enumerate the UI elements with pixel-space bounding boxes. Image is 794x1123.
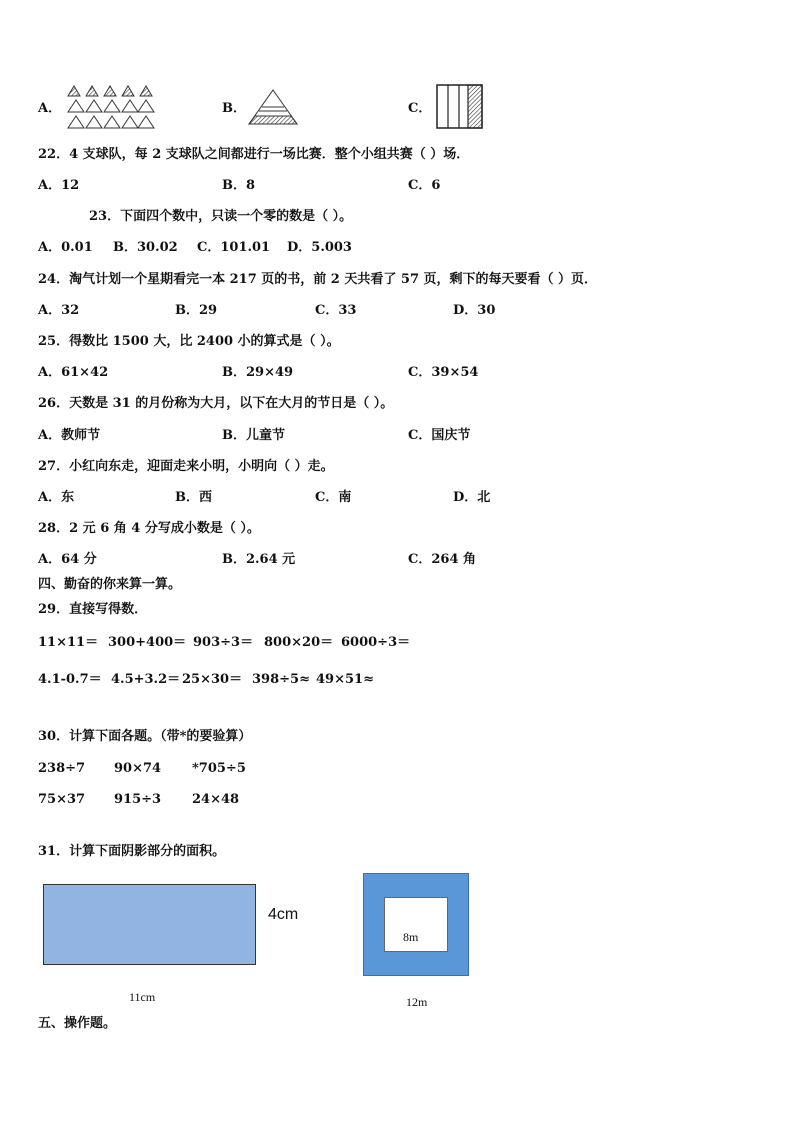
q31-inner-label: 8m <box>403 930 419 944</box>
q31-rect-height-label: 4cm <box>268 906 299 923</box>
section-5-heading: 五、操作题。 <box>38 1016 117 1031</box>
q24-option-c: C．33 <box>315 303 357 318</box>
q25-option-b: B．29×49 <box>222 365 294 380</box>
q30-expr: 915÷3 <box>114 792 162 807</box>
q28-stem: 28．2 元 6 角 4 分写成小数是（ ）。 <box>38 521 260 536</box>
q30-expr: 75×37 <box>38 792 86 807</box>
q30-expr: *705÷5 <box>192 761 246 776</box>
q26-stem: 26．天数是 31 的月份称为大月，以下在大月的节日是（ ）。 <box>38 396 394 411</box>
q23-option-d: D．5.003 <box>287 240 352 255</box>
q24-option-d: D．30 <box>453 303 496 318</box>
q29-expr: 4.1-0.7＝ <box>38 672 102 687</box>
q27-option-d: D．北 <box>453 490 491 505</box>
q26-option-c: C．国庆节 <box>408 428 471 443</box>
q25-stem: 25．得数比 1500 大，比 2400 小的算式是（ ）。 <box>38 334 340 349</box>
q29-expr: 49×51≈ <box>316 672 374 687</box>
q27-option-a: A．东 <box>38 490 75 505</box>
q26-option-a: A．教师节 <box>38 428 101 443</box>
q22-option-c: C．6 <box>408 178 441 193</box>
q30-expr: 238÷7 <box>38 761 86 776</box>
q21-layered-triangle-figure <box>247 88 299 126</box>
q21-option-b-label: B． <box>222 101 246 116</box>
q24-stem: 24．淘气计划一个星期看完一本 217 页的书，前 2 天共看了 57 页，剩下的每天要看（ ）页． <box>38 272 598 287</box>
q30-expr: 24×48 <box>192 792 240 807</box>
q21-option-c-label: C． <box>408 101 432 116</box>
q27-stem: 27．小红向东走，迎面走来小明，小明向（ ）走。 <box>38 459 334 474</box>
q27-option-c: C．南 <box>315 490 352 505</box>
q22-option-b: B．8 <box>222 178 256 193</box>
q28-option-c: C．264 角 <box>408 552 477 567</box>
q23-option-b: B．30.02 <box>113 240 178 255</box>
q29-expr: 398÷5≈ <box>252 672 310 687</box>
q21-triangles-grid-figure <box>66 84 158 132</box>
q24-option-a: A．32 <box>38 303 80 318</box>
q31-stem: 31．计算下面阴影部分的面积。 <box>38 844 226 859</box>
q31-shaded-rectangle <box>43 884 256 965</box>
q29-expr: 25×30＝ <box>182 672 243 687</box>
q25-option-a: A．61×42 <box>38 365 109 380</box>
q31-rect-width-label: 11cm <box>129 990 156 1004</box>
q21-striped-rectangle-figure <box>436 84 484 130</box>
q31-shaded-square-frame <box>363 873 469 976</box>
q23-option-a: A．0.01 <box>38 240 93 255</box>
q31-inner-white-square <box>384 897 448 952</box>
q29-expr: 800×20＝ <box>264 635 334 650</box>
q23-option-c: C．101.01 <box>197 240 271 255</box>
q28-option-a: A．64 分 <box>38 552 97 567</box>
q22-stem: 22．4 支球队，每 2 支球队之间都进行一场比赛．整个小组共赛（ ）场． <box>38 147 470 162</box>
q30-stem: 30．计算下面各题。（带*的要验算） <box>38 729 252 744</box>
section-4-heading: 四、勤奋的你来算一算。 <box>38 577 182 592</box>
q23-stem: 23．下面四个数中，只读一个零的数是（ ）。 <box>89 209 353 224</box>
q22-option-a: A．12 <box>38 178 80 193</box>
q29-expr: 11×11＝ <box>38 635 99 650</box>
q28-option-b: B．2.64 元 <box>222 552 296 567</box>
q30-expr: 90×74 <box>114 761 162 776</box>
q21-option-a-label: A． <box>38 101 62 116</box>
q29-expr: 300+400＝ <box>108 635 187 650</box>
q26-option-b: B．儿童节 <box>222 428 285 443</box>
q29-expr: 4.5+3.2＝ <box>111 672 181 687</box>
q31-outer-label: 12m <box>406 995 428 1009</box>
q29-expr: 903÷3＝ <box>193 635 254 650</box>
q25-option-c: C．39×54 <box>408 365 479 380</box>
q29-stem: 29．直接写得数． <box>38 602 148 617</box>
q24-option-b: B．29 <box>175 303 218 318</box>
q27-option-b: B．西 <box>175 490 212 505</box>
q29-expr: 6000÷3＝ <box>341 635 411 650</box>
